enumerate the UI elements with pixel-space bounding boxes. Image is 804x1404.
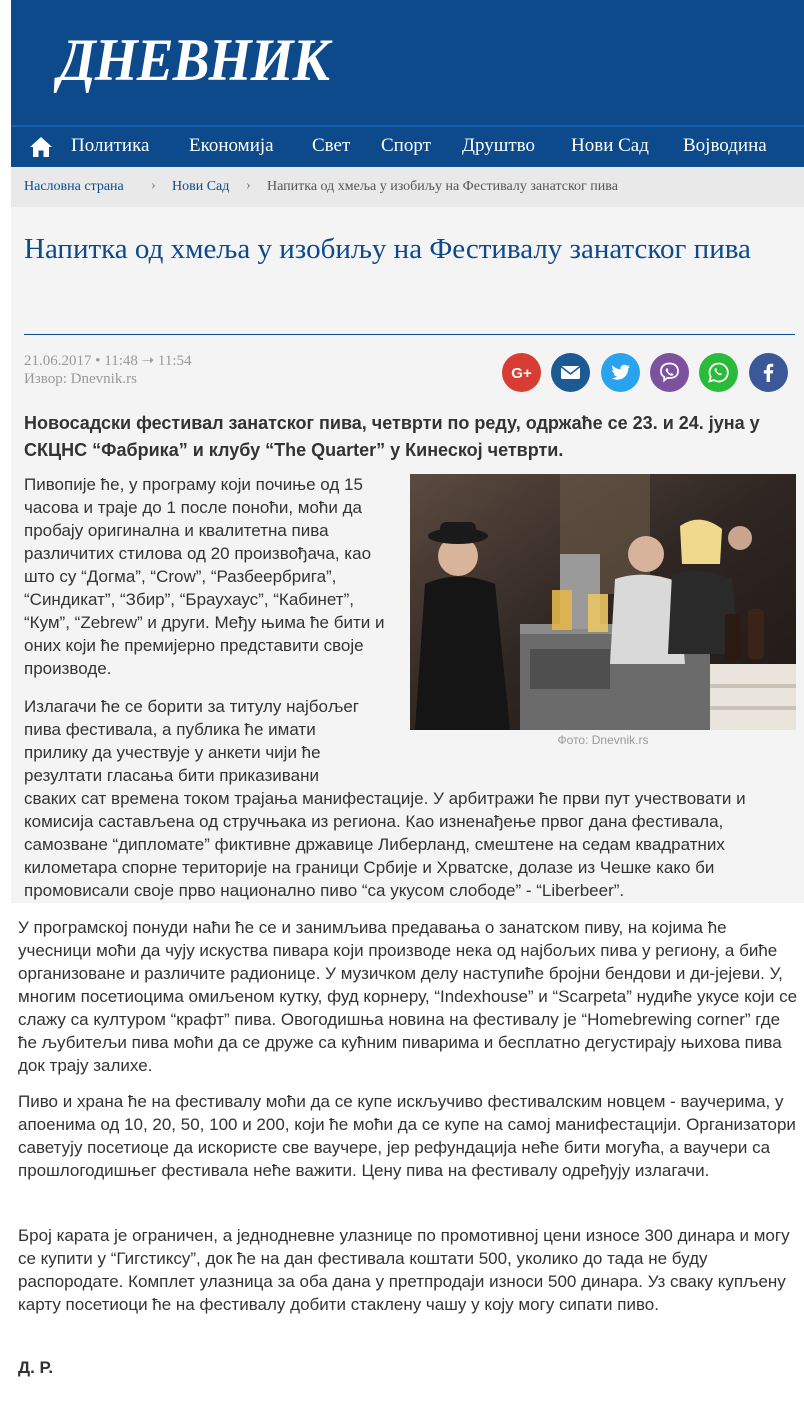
article-lead: Новосадски фестивал занатског пива, четврти по реду, одржаће се 23. и 24. јуна у СКЦНС “Фабрика” и клубу “The Quarter” у Кинеској четврти. [24,413,760,460]
author-signature: Д. Р. [18,1358,54,1377]
share-facebook-button[interactable] [749,353,788,392]
article-photo [410,474,796,730]
nav-item-vojvodina[interactable]: Војводина [683,135,767,156]
home-icon[interactable] [29,136,53,158]
share-google-plus-button[interactable] [502,353,541,392]
article-meta [24,352,192,388]
article-paragraph: Пивопије ће, у програму који почиње од 15 часова и траје до 1 после поноћи, моћи да пробају оригинална и квалитетна пива различитих стилова од 20 произвођача, као што су “Догма”, “Crow”, “Разбеербрига”, “Синдикат”, “Збир”, “Браухаус”, “Кабинет”, “Кум”, “Zebrew” и други. Међу њима ће бити и оних који ће премијерно представити своје производе. [24,475,385,678]
google-plus-icon [502,353,541,392]
article-paragraph: У програмској понуди наћи ће се и занимљива предавања о занатском пиву, на којима ће учесници моћи да чују искуства пивара који производе нека од најбољих пива у региону, а биће организоване и различите радионице. У музичком делу наступиће бројни бендови и ди-јејеви. У, многим посетиоцима омиљеном кутку, фуд корнеру, “Indexhouse” и “Scarpeta” нудиће укусе који се слажу са културом “крафт” пива. Овогодишња новина на фестивалу је “Homebrewing corner” где ће љубитељи пива моћи да се друже са кућним пиварима и бесплатно дегустирају њихова пива док трају залихе. [18,918,798,1075]
breadcrumb-home-link[interactable]: Насловна страна [24,179,124,194]
breadcrumb-separator: › [246,178,251,193]
nav-item-svet[interactable]: Свет [312,135,351,156]
nav-item-politika[interactable]: Политика [71,135,150,156]
article-source: Извор: Dnevnik.rs [24,371,137,387]
share-viber-button[interactable] [650,353,689,392]
viber-icon [650,353,689,392]
breadcrumb [11,167,804,207]
title-divider [24,334,795,335]
site-header [11,0,804,125]
share-email-button[interactable] [551,353,590,392]
facebook-icon [749,353,788,392]
share-whatsapp-button[interactable] [699,353,738,392]
nav-item-novi-sad[interactable]: Нови Сад [571,135,649,156]
article-body-lower [0,903,804,1404]
photo-caption: Фото: Dnevnik.rs [557,733,649,747]
article-title: Напитка од хмеља у изобиљу на Фестивалу занатског пива [24,233,751,265]
twitter-icon [601,353,640,392]
nav-item-ekonomija[interactable]: Економија [189,135,274,156]
email-icon [551,353,590,392]
article-date: 21.06.2017 • 11:48 ➝ 11:54 [24,353,192,369]
breadcrumb-current: Напитка од хмеља у изобиљу на Фестивалу занатског пива [267,179,618,194]
article-paragraph: Број карата је ограничен, а једнодневне улазнице по промотивној цени износе 300 динара и могу се купити у “Гигстиксу”, док ће на дан фестивала коштати 500, уколико до тада не буду распородате. Комплет улазница за оба дана у претпродаји износи 500 динара. Уз сваку купљену карту посетиоци ће на фестивалу добити стаклену чашу у коју могу сипати пиво. [18,1226,790,1314]
main-nav [11,125,804,167]
svg-text:G+: G+ [511,365,532,382]
whatsapp-icon [699,353,738,392]
breadcrumb-section-link[interactable]: Нови Сад [172,179,230,194]
beer-festival-photo [410,474,796,730]
breadcrumb-separator: › [151,178,156,193]
article-paragraph: сваких сат времена током трајања манифестације. У арбитражи ће први пут учествовати и комисија састављена од стручњака из региона. Као изненађење првог дана фестивала, самозване “дипломате” фиктивне државице Либерланд, смештене на седам квадратних километара спорне територије на граници Србије и Хрватске, долазе из Чешке како би промовисали своје прво национално пиво “са укусом слободе” - “Liberbeer”. [24,789,746,900]
share-twitter-button[interactable] [601,353,640,392]
article-paragraph: Излагачи ће се борити за титулу најбољег пива фестивала, а публика ће имати прилику да учествује у анкети чији ће резултати гласања бити приказивани [24,697,360,785]
site-logo[interactable]: ДНЕВНИК [58,27,330,93]
article-paragraph: Пиво и храна ће на фестивалу моћи да се купе искључиво фестивалским новцем - ваучерима, у апоенима од 10, 20, 50, 100 и 200, који ће моћи да се купе на самој манифестацији. Организатори саветују посетиоце да искористе све ваучере, јер рефундација неће бити могућа, а ваучери са прошлогодишњег фестивала неће важити. Цену пива на фестивалу одређују излагачи. [18,1092,796,1180]
nav-item-sport[interactable]: Спорт [381,135,431,156]
nav-item-drustvo[interactable]: Друштво [462,135,535,156]
